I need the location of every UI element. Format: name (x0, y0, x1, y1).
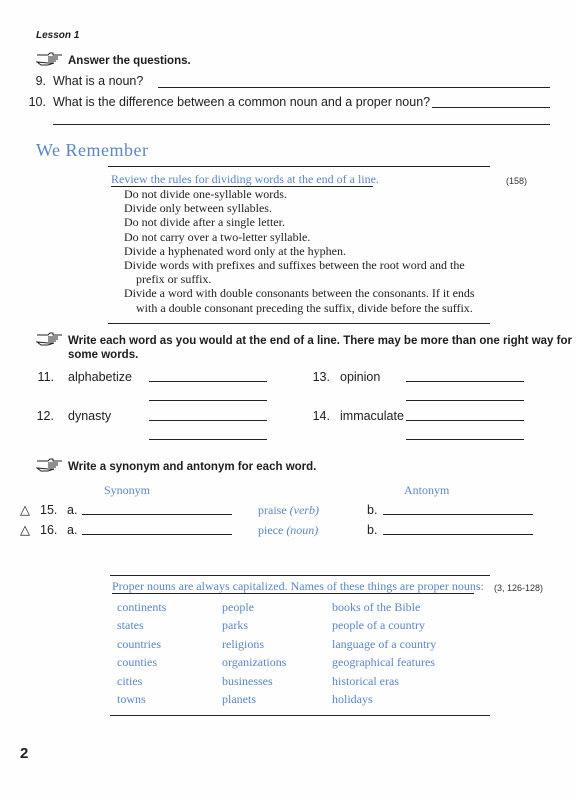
item-a-label: a. (67, 503, 78, 517)
divider (108, 323, 490, 324)
antonym-label: Antonym (404, 483, 450, 497)
question-text: What is a noun? (53, 74, 144, 88)
list-item: towns (117, 692, 146, 707)
rule-item: Divide a word with double consonants between the consonants. If it ends (124, 286, 475, 301)
vocab-word: piece (noun) (258, 523, 319, 537)
answer-line[interactable] (149, 439, 267, 440)
list-item: organizations (222, 655, 287, 670)
list-item: holidays (332, 692, 373, 707)
item-number: 11. (37, 370, 54, 384)
divider (108, 166, 490, 167)
list-item: people (222, 600, 254, 614)
item-word: alphabetize (68, 370, 132, 384)
list-item: planets (222, 692, 256, 707)
divider (110, 575, 490, 576)
rule-item: Do not divide one-syllable words. (124, 187, 287, 201)
reference-number: (158) (506, 176, 528, 186)
section3-instruction: Write a synonym and antonym for each word. (68, 461, 317, 473)
list-item: continents (117, 600, 167, 614)
list-item: religions (222, 636, 264, 651)
reference-number: (3, 126-128) (494, 583, 544, 593)
rule-item: Do not divide after a single letter. (124, 215, 285, 230)
list-item: parks (222, 618, 248, 633)
rule-item: Divide words with prefixes and suffixes between the root word and the (124, 258, 465, 273)
item-b-label: b. (367, 523, 378, 537)
proper-nouns-heading: Proper nouns are always capitalized. Names of these things are proper nouns: (112, 579, 484, 593)
answer-line[interactable] (158, 87, 550, 88)
pointing-hand-icon (36, 52, 64, 66)
question-text: What is the difference between a common noun and a proper noun? (53, 95, 431, 109)
rule-item: prefix or suffix. (136, 272, 212, 287)
section2-instruction-line1: Write each word as you would at the end of a line. There may be more than one right way for (68, 335, 572, 347)
answer-line[interactable] (149, 400, 267, 401)
triangle-icon: △ (20, 522, 30, 537)
list-item: historical eras (332, 673, 399, 688)
list-item: businesses (222, 673, 273, 688)
list-item: people of a country (332, 618, 425, 633)
lesson-label: Lesson 1 (36, 30, 80, 41)
list-item: states (117, 618, 144, 633)
we-remember-title: We Remember (36, 140, 149, 160)
list-item: geographical features (332, 655, 435, 670)
synonym-answer-line[interactable] (82, 514, 232, 515)
question-number: 9. (35, 74, 46, 88)
list-item: books of the Bible (332, 600, 421, 614)
antonym-answer-line[interactable] (383, 534, 533, 535)
page-number: 2 (20, 745, 29, 762)
item-number: 16. (40, 523, 58, 537)
item-a-label: a. (67, 523, 78, 537)
item-number: 14. (312, 409, 330, 423)
question-number: 10. (28, 95, 46, 109)
synonym-answer-line[interactable] (82, 534, 232, 535)
answer-line[interactable] (406, 420, 524, 421)
answer-line[interactable] (406, 381, 524, 382)
pointing-hand-icon (36, 332, 64, 346)
pointing-hand-icon (36, 458, 64, 472)
vocab-word: praise (verb) (258, 503, 319, 517)
answer-line[interactable] (149, 420, 267, 421)
antonym-answer-line[interactable] (383, 514, 533, 515)
list-item: countries (117, 636, 161, 651)
item-word: dynasty (68, 409, 112, 423)
item-word: immaculate (340, 409, 404, 423)
heading-underline (112, 593, 474, 594)
rules-heading: Review the rules for dividing words at the end of a line. (111, 172, 379, 186)
rule-item: Divide a hyphenated word only at the hyphen. (124, 243, 346, 258)
proper-nouns-column-2 (222, 598, 286, 708)
rules-list (124, 187, 475, 315)
answer-line[interactable] (406, 439, 524, 440)
list-item: language of a country (332, 636, 437, 651)
proper-nouns-column-3 (332, 598, 436, 708)
answer-line[interactable] (149, 381, 267, 382)
triangle-icon: △ (20, 502, 30, 517)
synonym-label: Synonym (104, 483, 151, 497)
item-b-label: b. (367, 503, 378, 517)
answer-line[interactable] (53, 124, 550, 125)
item-word: opinion (340, 370, 381, 384)
divider (110, 715, 490, 716)
rule-item: Divide only between syllables. (124, 201, 272, 216)
item-number: 12. (36, 409, 54, 423)
list-item: counties (117, 655, 157, 670)
item-number: 13. (312, 370, 330, 384)
section1-instruction: Answer the questions. (68, 55, 191, 67)
rule-item: with a double consonant preceding the suffix, divide before the suffix. (136, 300, 473, 315)
proper-nouns-column-1 (117, 598, 166, 708)
rule-item: Do not carry over a two-letter syllable. (124, 229, 311, 244)
answer-line[interactable] (406, 400, 524, 401)
item-number: 15. (40, 503, 58, 517)
list-item: cities (117, 673, 143, 688)
answer-line[interactable] (432, 107, 550, 108)
section2-instruction-line2: some words. (68, 349, 139, 361)
